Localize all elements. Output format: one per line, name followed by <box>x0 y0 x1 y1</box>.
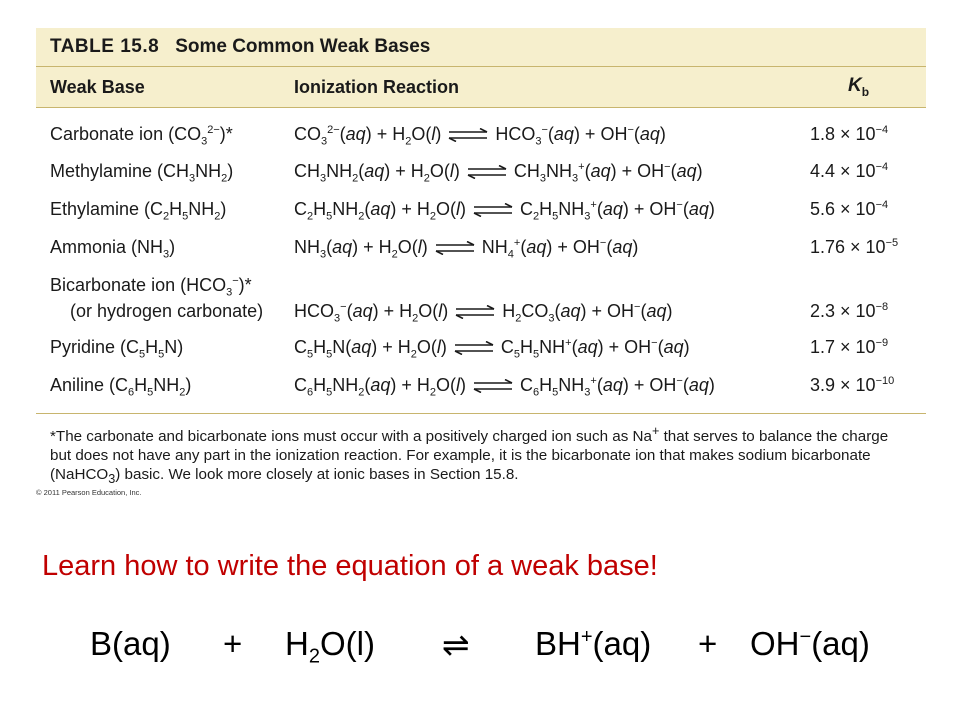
table-row <box>36 155 926 193</box>
weak-base-name: Ammonia $(NH_3)$ <box>50 237 176 261</box>
equilibrium-arrow-icon <box>472 379 514 393</box>
table-row <box>36 331 926 369</box>
weak-base-name: Carbonate ion $(CO_3^{2-})*$ <box>50 124 233 148</box>
ionization-reaction <box>294 124 666 148</box>
equilibrium-arrow-icon <box>466 165 508 179</box>
ionization-reaction <box>294 237 638 261</box>
ionization-reaction <box>294 337 690 361</box>
equilibrium-arrow-icon <box>472 203 514 217</box>
reaction-products: $C_2H_5NH_3^+(aq) + OH^-(aq)$ <box>520 199 715 223</box>
table-footnote: *The carbonate and bicarbonate ions must occur with a positively charged ion such as Na+ that serves to balance the charge but does not have any part in the ionization reaction. For example, it is the bicarbonate ion that makes sodium bicarbonate (NaHCO$_3$) basic. We look more closely at ionic bases in Section 15.8. <box>36 413 926 489</box>
ionization-reaction <box>294 161 703 185</box>
table-row <box>36 269 926 331</box>
equilibrium-arrow-icon <box>454 305 496 319</box>
headline-learn: Learn how to write the equation of a weak base! <box>42 550 658 582</box>
reaction-reactants: $C_6H_5NH_2(aq) + H_2O(l)$ <box>294 375 467 399</box>
reaction-products: $CH_3NH_3^+(aq) + OH^-(aq)$ <box>513 161 703 185</box>
table-row <box>36 193 926 231</box>
kb-value: $4.4 \times 10^{-4}$ <box>810 161 889 181</box>
reaction-reactants: $C_2H_5NH_2(aq) + H_2O(l)$ <box>294 199 467 223</box>
kb-value: $1.76 \times 10^{-5}$ <box>810 237 899 257</box>
kb-value: $3.9 \times 10^{-10}$ <box>810 375 895 395</box>
reaction-reactants: $HCO_3^-(aq) + H_2O(l)$ <box>294 301 449 325</box>
kb-value: $1.7 \times 10^{-9}$ <box>810 337 889 357</box>
equilibrium-arrow-icon <box>447 128 489 142</box>
weak-base-name: Bicarbonate ion $(HCO_3^-)*$ <box>50 275 252 299</box>
table-header-row <box>36 67 926 108</box>
equilibrium-arrow-icon: ⇌ <box>442 626 470 663</box>
ionization-reaction <box>294 301 673 325</box>
weak-base-name-line2: (or hydrogen carbonate) <box>50 301 264 321</box>
reaction-products: $HCO_3^-(aq) + OH^-(aq)$ <box>495 124 666 148</box>
reaction-products: $NH_4^+(aq) + OH^-(aq)$ <box>481 237 639 261</box>
general-reactant-base: B(aq) <box>90 625 171 662</box>
reaction-products: $C_5H_5NH^+(aq) + OH^-(aq)$ <box>500 337 690 361</box>
ionization-reaction <box>294 199 715 223</box>
general-plus-1: + <box>223 625 243 662</box>
reaction-products: $C_6H_5NH_3^+(aq) + OH^-(aq)$ <box>520 375 715 399</box>
header-weak-base: Weak Base <box>50 76 145 97</box>
kb-value: $2.3 \times 10^{-8}$ <box>810 301 889 321</box>
table-body <box>36 108 926 407</box>
header-kb: $K_b$ <box>848 75 870 99</box>
table-row <box>36 118 926 155</box>
weak-base-name: Methylamine $(CH_3NH_2)$ <box>50 161 234 185</box>
weak-base-name: Ethylamine $(C_2H_5NH_2)$ <box>50 199 227 223</box>
table-title: Some Common Weak Bases <box>175 36 431 57</box>
table-title-bar <box>36 28 926 67</box>
general-reactant-water: $H_2O(l)$ <box>285 625 375 668</box>
table-row <box>36 231 926 269</box>
weak-bases-table <box>36 28 926 489</box>
kb-value: $5.6 \times 10^{-4}$ <box>810 199 889 219</box>
general-plus-2: + <box>698 625 718 662</box>
kb-value: $1.8 \times 10^{-4}$ <box>810 124 889 144</box>
header-ionization-reaction: Ionization Reaction <box>294 76 460 97</box>
reaction-reactants: $CH_3NH_2(aq) + H_2O(l)$ <box>294 161 460 185</box>
general-product-conjugate-acid: BH+(aq) <box>535 625 652 662</box>
reaction-products: $H_2CO_3(aq) + OH^-(aq)$ <box>502 301 673 325</box>
general-product-hydroxide: OH−(aq) <box>750 625 870 662</box>
reaction-reactants: $C_5H_5N(aq) + H_2O(l)$ <box>294 337 447 361</box>
ionization-reaction <box>294 375 715 399</box>
table-number: TABLE 15.8 <box>50 36 160 57</box>
equilibrium-arrow-icon <box>434 241 476 255</box>
copyright-notice: © 2011 Pearson Education, Inc. <box>36 488 142 497</box>
weak-base-name: Pyridine $(C_5H_5N)$ <box>50 337 184 361</box>
weak-base-name: Aniline $(C_6H_5NH_2)$ <box>50 375 192 399</box>
reaction-reactants: $CO_3^{2-}(aq) + H_2O(l)$ <box>294 124 442 148</box>
reaction-reactants: $NH_3(aq) + H_2O(l)$ <box>294 237 428 261</box>
equilibrium-arrow-icon <box>453 341 495 355</box>
table-row <box>36 369 926 407</box>
